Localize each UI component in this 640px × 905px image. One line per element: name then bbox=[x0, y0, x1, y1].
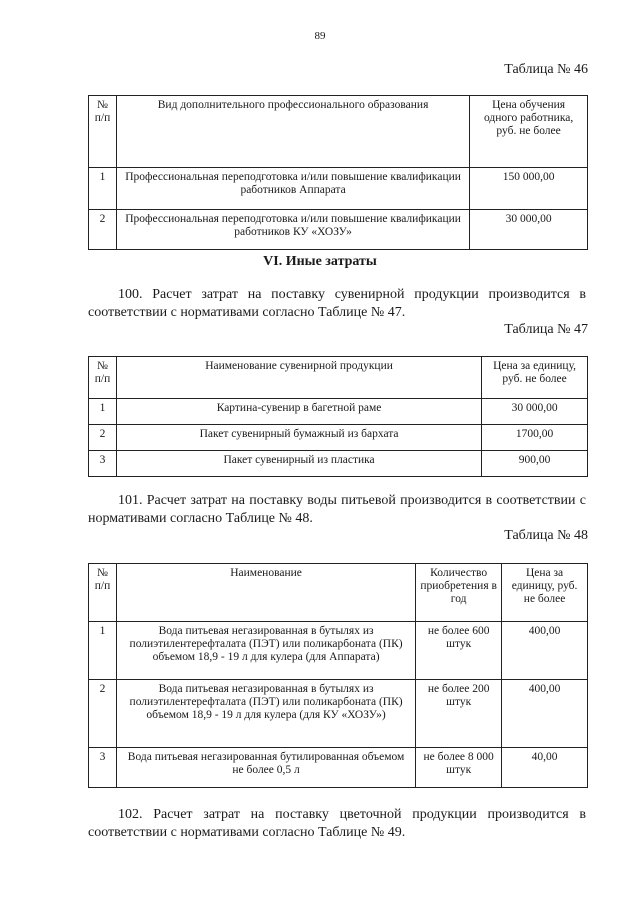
paragraph-102-text: 102. Расчет затрат на поставку цветочной продукции производится в соответствии с нормативами согласно Таблице № 49. bbox=[88, 807, 586, 840]
row-price: 150 000,00 bbox=[470, 168, 588, 210]
table-row bbox=[89, 451, 588, 477]
row-number: 3 bbox=[89, 451, 117, 477]
row-price: 1700,00 bbox=[482, 425, 588, 451]
table-48-header-name: Наименование bbox=[116, 564, 415, 622]
paragraph-100-text: 100. Расчет затрат на поставку сувенирной продукции производится в соответствии с нормативами согласно Таблице № 47. bbox=[88, 287, 586, 320]
row-price: 40,00 bbox=[502, 748, 588, 788]
row-quantity: не более 8 000 штук bbox=[416, 748, 502, 788]
row-number: 1 bbox=[89, 168, 117, 210]
table-row bbox=[89, 168, 588, 210]
row-description: Пакет сувенирный бумажный из бархата bbox=[116, 425, 481, 451]
row-quantity: не более 600 штук bbox=[416, 622, 502, 680]
row-quantity: не более 200 штук bbox=[416, 680, 502, 748]
table-row bbox=[89, 210, 588, 250]
row-price: 30 000,00 bbox=[470, 210, 588, 250]
table-47 bbox=[88, 356, 588, 477]
table-48-header-row bbox=[89, 564, 588, 622]
row-number: 1 bbox=[89, 622, 117, 680]
table-47-header-price: Цена за единицу, руб. не более bbox=[482, 357, 588, 399]
table-46-header-type: Вид дополнительного профессионального образования bbox=[116, 96, 469, 168]
row-description: Пакет сувенирный из пластика bbox=[116, 451, 481, 477]
row-number: 2 bbox=[89, 210, 117, 250]
paragraph-100 bbox=[88, 286, 586, 322]
table-47-header-name: Наименование сувенирной продукции bbox=[116, 357, 481, 399]
row-description: Профессиональная переподготовка и/или повышение квалификации работников КУ «ХОЗУ» bbox=[116, 210, 469, 250]
row-description: Картина-сувенир в багетной раме bbox=[116, 399, 481, 425]
table-47-header-num: № п/п bbox=[89, 357, 117, 399]
row-description: Профессиональная переподготовка и/или повышение квалификации работников Аппарата bbox=[116, 168, 469, 210]
row-description: Вода питьевая негазированная в бутылях из полиэтилентерефталата (ПЭТ) или поликарбоната (ПК) объемом 18,9 - 19 л для кулера (для КУ «ХОЗУ») bbox=[116, 680, 415, 748]
table-46-header-price: Цена обучения одного работника, руб. не более bbox=[470, 96, 588, 168]
row-description: Вода питьевая негазированная бутилированная объемом не более 0,5 л bbox=[116, 748, 415, 788]
row-price: 30 000,00 bbox=[482, 399, 588, 425]
paragraph-102 bbox=[88, 806, 586, 842]
table-row bbox=[89, 425, 588, 451]
row-number: 2 bbox=[89, 425, 117, 451]
row-price: 400,00 bbox=[502, 622, 588, 680]
table-48-header-num: № п/п bbox=[89, 564, 117, 622]
table-row bbox=[89, 748, 588, 788]
section-title: VI. Иные затраты bbox=[263, 254, 377, 269]
table-47-caption: Таблица № 47 bbox=[504, 322, 588, 337]
row-price: 400,00 bbox=[502, 680, 588, 748]
table-48-header-price: Цена за единицу, руб. не более bbox=[502, 564, 588, 622]
table-48 bbox=[88, 563, 588, 788]
table-46 bbox=[88, 95, 588, 250]
paragraph-101-text: 101. Расчет затрат на поставку воды питьевой производится в соответствии с нормативами согласно Таблице № 48. bbox=[88, 493, 586, 526]
row-price: 900,00 bbox=[482, 451, 588, 477]
table-46-header-row bbox=[89, 96, 588, 168]
row-description: Вода питьевая негазированная в бутылях из полиэтилентерефталата (ПЭТ) или поликарбоната (ПК) объемом 18,9 - 19 л для кулера (для Аппарата) bbox=[116, 622, 415, 680]
table-row bbox=[89, 622, 588, 680]
table-row bbox=[89, 680, 588, 748]
row-number: 3 bbox=[89, 748, 117, 788]
table-46-header-num: № п/п bbox=[89, 96, 117, 168]
table-48-caption: Таблица № 48 bbox=[504, 528, 588, 543]
row-number: 1 bbox=[89, 399, 117, 425]
row-number: 2 bbox=[89, 680, 117, 748]
table-47-header-row bbox=[89, 357, 588, 399]
paragraph-101 bbox=[88, 492, 586, 528]
table-48-header-quantity: Количество приобретения в год bbox=[416, 564, 502, 622]
page-number: 89 bbox=[314, 30, 326, 42]
table-row bbox=[89, 399, 588, 425]
table-46-caption: Таблица № 46 bbox=[504, 62, 588, 77]
